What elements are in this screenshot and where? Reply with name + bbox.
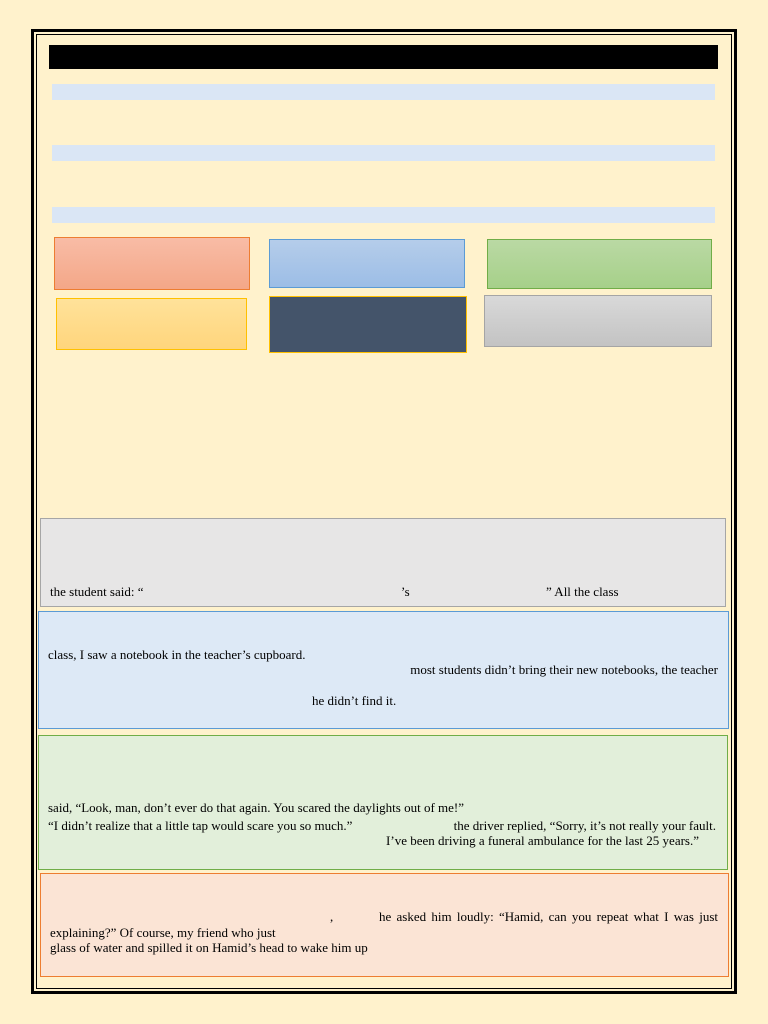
word-box-gold[interactable]	[56, 298, 247, 350]
passage-3-line-1: said, “Look, man, don’t ever do that again. You scared the daylights out of me!”	[48, 800, 465, 815]
passage-1	[40, 518, 726, 607]
passage-3-line-3: I’ve been driving a funeral ambulance for the last 25 years.”	[386, 833, 699, 848]
passage-1-text-b: ’s	[401, 584, 410, 599]
word-box-green[interactable]	[487, 239, 712, 289]
answer-line-3[interactable]	[52, 207, 715, 223]
word-box-blue[interactable]	[269, 239, 465, 288]
passage-3	[38, 735, 728, 870]
passage-1-text-c: ” All the class	[546, 584, 619, 599]
passage-4	[40, 873, 729, 977]
passage-3-line-2b: the driver replied, “Sorry, it’s not really your fault.	[453, 818, 716, 833]
passage-4-line-3: glass of water and spilled it on Hamid’s head to wake him up	[50, 940, 368, 955]
passage-4-line-1b: he asked him loudly: “Hamid, can you repeat what I was just	[379, 909, 718, 924]
passage-2-line-3: he didn’t find it.	[312, 693, 397, 708]
word-box-gray[interactable]	[484, 295, 712, 347]
passage-2-line-1: class, I saw a notebook in the teacher’s cupboard.	[48, 647, 306, 662]
passage-2	[38, 611, 729, 729]
passage-1-text-a: the student said: “	[50, 584, 144, 599]
word-box-orange[interactable]	[54, 237, 250, 290]
answer-line-1[interactable]	[52, 84, 715, 100]
answer-line-2[interactable]	[52, 145, 715, 161]
passage-4-line-2: explaining?” Of course, my friend who just	[50, 925, 276, 940]
passage-4-line-1a: ,	[330, 909, 334, 924]
word-box-navy[interactable]	[269, 296, 467, 353]
passage-3-line-2a: “I didn’t realize that a little tap would scare you so much.”	[48, 818, 353, 833]
title-bar	[49, 45, 718, 69]
passage-2-line-2: most students didn’t bring their new notebooks, the teacher	[410, 662, 718, 677]
